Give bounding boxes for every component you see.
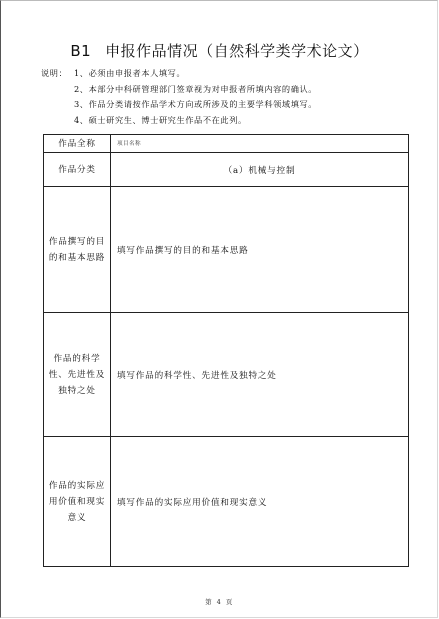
section-title: 申报作品情况（自然科学类学术论文）: [105, 42, 369, 60]
instruction-row: [41, 82, 317, 98]
instruction-item-1: 1、必须由申报者本人填写。: [74, 68, 186, 78]
label-work-title: 作品全称: [44, 135, 111, 153]
page-title: [0, 40, 439, 61]
page-number: 第 4 页: [205, 598, 234, 606]
table-row: [44, 187, 409, 313]
label-application-value: 作品的实际应用价值和现实意义: [44, 437, 111, 567]
table-row: [44, 313, 409, 437]
instruction-row: [41, 113, 317, 129]
instructions-lead: 说明：: [41, 68, 68, 78]
section-code: B1: [70, 42, 92, 60]
label-purpose: 作品撰写的目的和基本思路: [44, 187, 111, 313]
label-category: 作品分类: [44, 153, 111, 187]
instruction-row: [41, 97, 317, 113]
field-purpose[interactable]: 填写作品撰写的目的和基本思路: [111, 187, 409, 313]
table-row: [44, 153, 409, 187]
field-work-title[interactable]: 项目名称: [111, 135, 409, 153]
field-category[interactable]: （a）机械与控制: [111, 153, 409, 187]
instruction-item-4: 4、硕士研究生、博士研究生作品不在此列。: [74, 114, 247, 125]
field-application-value[interactable]: 填写作品的实际应用价值和现实意义: [111, 437, 409, 567]
instruction-item-3: 3、作品分类请按作品学术方向或所涉及的主要学科领域填写。: [74, 99, 318, 109]
application-form-table: [43, 134, 409, 567]
table-row: [44, 135, 409, 153]
field-innovation[interactable]: 填写作品的科学性、先进性及独特之处: [111, 313, 409, 437]
instruction-item-2: 2、本部分中科研管理部门签章视为对申报者所填内容的确认。: [74, 83, 318, 94]
table-row: [44, 437, 409, 567]
label-innovation: 作品的科学性、先进性及独特之处: [44, 313, 111, 437]
instruction-row: [41, 66, 317, 82]
instructions: [41, 66, 317, 128]
